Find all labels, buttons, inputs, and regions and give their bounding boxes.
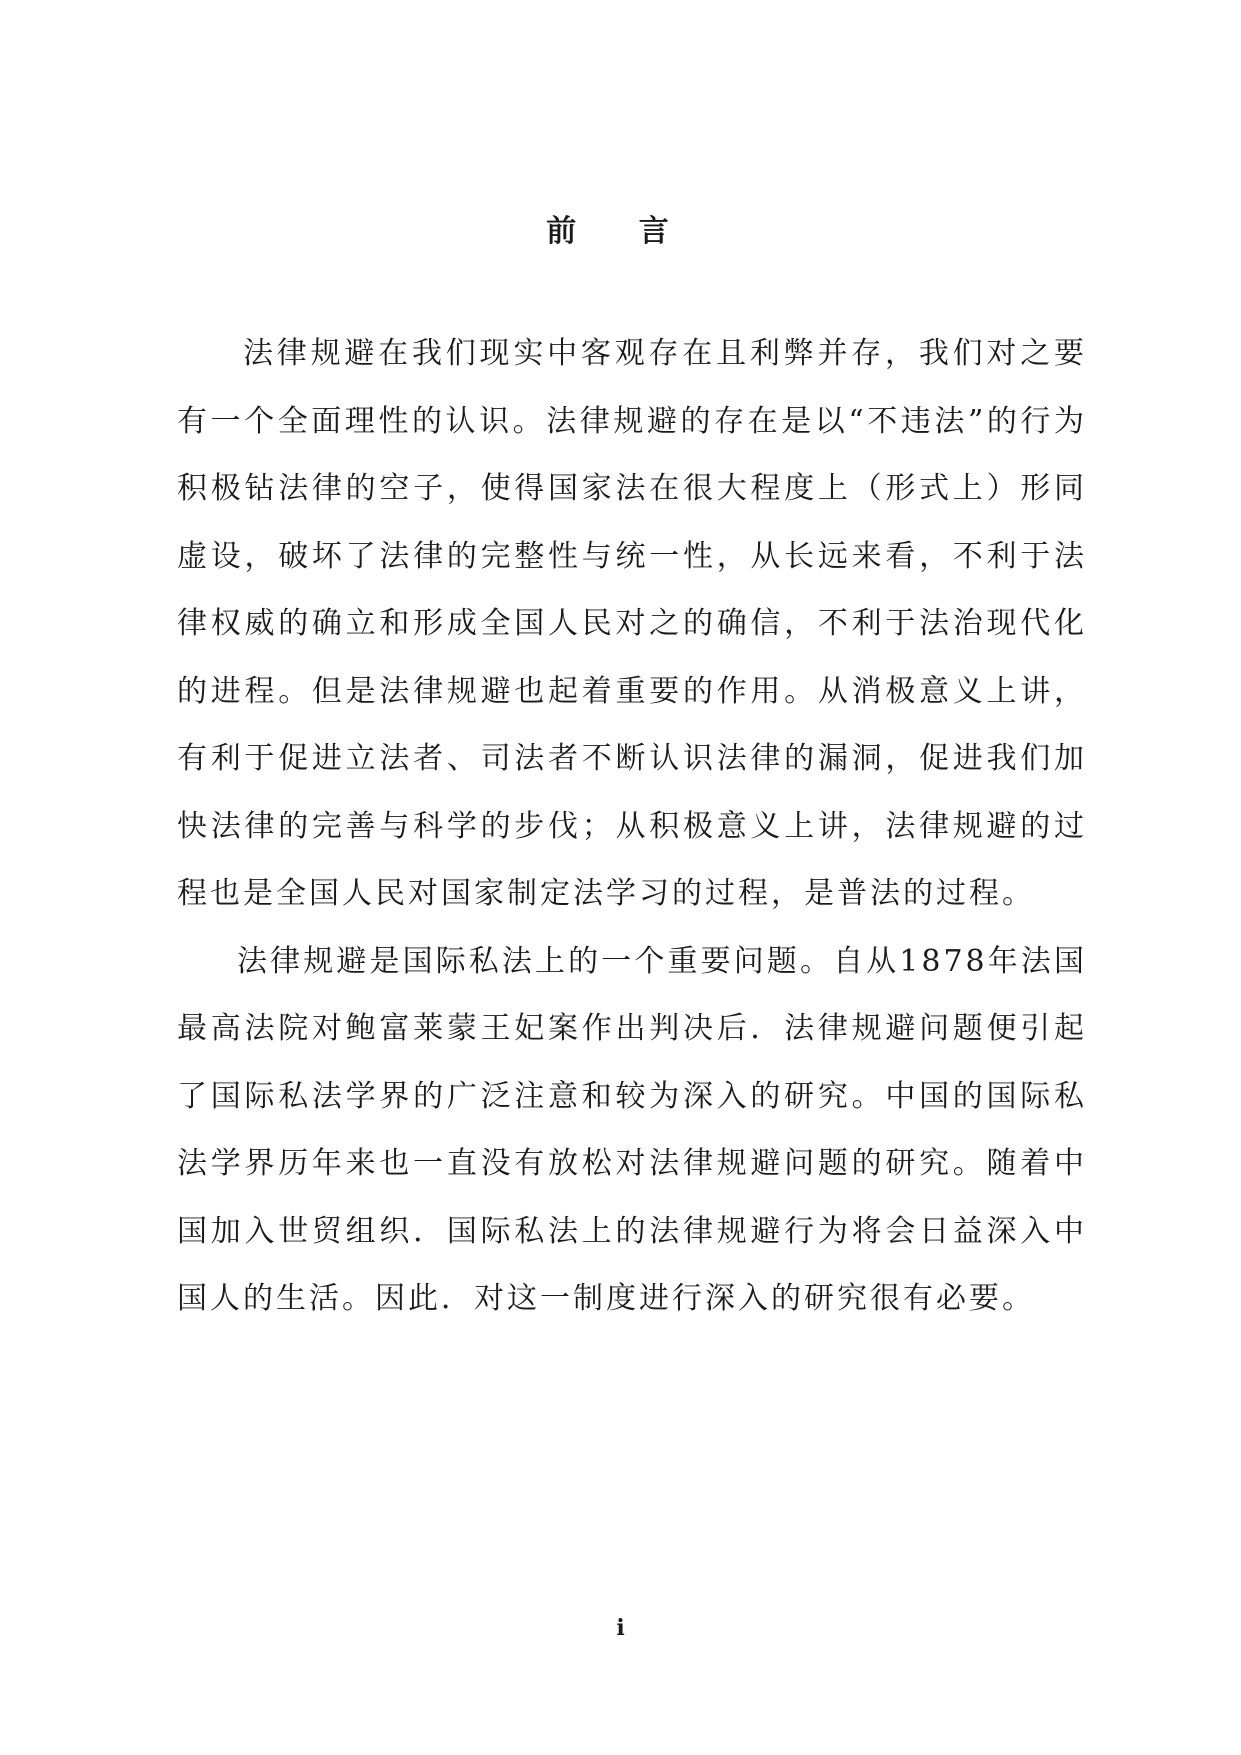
body-text: [177, 320, 1087, 1333]
page-number: i: [616, 1615, 625, 1641]
page-title: 前 言: [546, 214, 695, 249]
paragraph-2: 法律规避是国际私法上的一个重要问题。自从1878年法国最高法院对鲍富莱蒙王妃案作出判决后．法律规避问题便引起了国际私法学界的广泛注意和较为深入的研究。中国的国际私法学界历年来也一直没有放松对法律规避问题的研究。随着中国加入世贸组织．国际私法上的法律规避行为将会日益深入中国人的生活。因此．对这一制度进行深入的研究很有必要。: [177, 943, 1087, 1316]
paragraph-1: 法律规避在我们现实中客观存在且利弊并存，我们对之要有一个全面理性的认识。法律规避的存在是以“不违法”的行为积极钻法律的空子，使得国家法在很大程度上（形式上）形同虚设，破坏了法律的完整性与统一性，从长远来看，不利于法律权威的确立和形成全国人民对之的确信，不利于法治现代化的进程。但是法律规避也起着重要的作用。从消极意义上讲，有利于促进立法者、司法者不断认识法律的漏洞，促进我们加快法律的完善与科学的步伐；从积极意义上讲，法律规避的过程也是全国人民对国家制定法学习的过程，是普法的过程。: [177, 336, 1087, 911]
